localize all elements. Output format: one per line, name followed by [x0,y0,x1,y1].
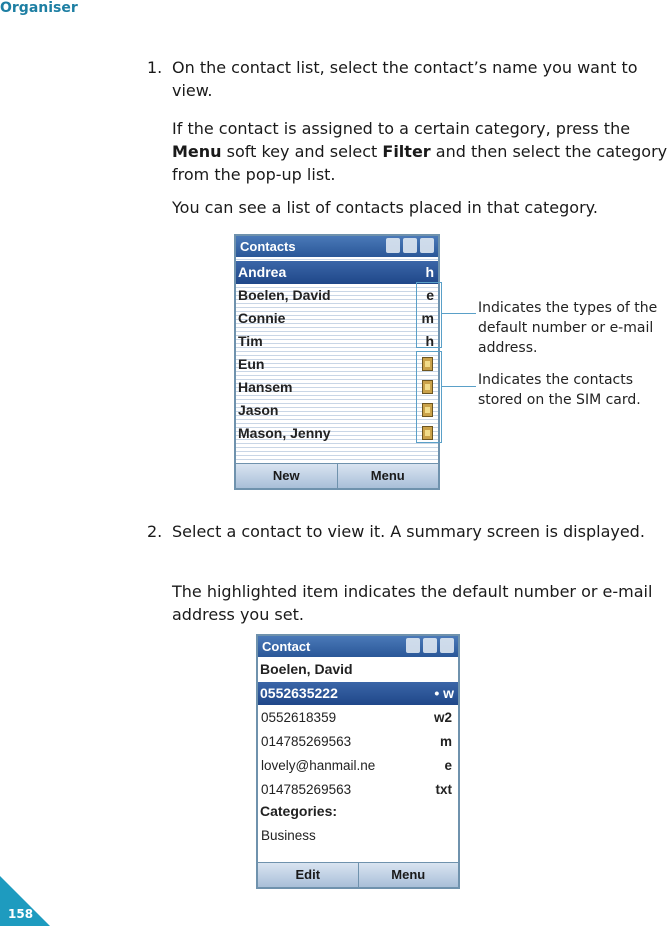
status-icons [406,638,454,653]
contact-row[interactable]: Hansem [236,376,438,399]
contact-title-bar: Contact [258,636,458,657]
menu-soft-key[interactable]: Menu [370,468,405,483]
default-number-row[interactable]: 0552635222 • w [258,682,458,705]
filter-instructions: If the contact is assigned to a certain category, press the Menu soft key and select Filter and then select the category from the pop-up list. [172,119,668,184]
number-type-indicator: • w [434,685,454,701]
contact-row[interactable]: Connie m [236,307,438,330]
antenna-icon [440,638,454,653]
status-icons [386,238,434,253]
category-list-note: You can see a list of contacts placed in that category. [172,198,598,217]
section-title: Organiser [0,0,78,16]
contacts-screen [234,234,440,490]
number-row[interactable]: 014785269563 txt [258,778,458,801]
edit-soft-key[interactable]: Edit [258,863,359,887]
sim-leader-line [442,386,476,387]
contact-row[interactable]: Eun [236,353,438,376]
number-type-indicator: e [426,287,434,303]
step-number: 1. [147,58,163,77]
signal-icon [406,638,420,653]
signal-icon [386,238,400,253]
step-2 [147,520,667,543]
soft-keys [258,862,458,887]
step-text: Select a contact to view it. A summary screen is displayed. [172,522,645,541]
number-type-indicator: h [425,333,434,349]
number-type-indicator: m [421,310,434,326]
number-type-indicator: w2 [433,710,452,725]
menu-keyword: Menu [172,142,222,161]
contact-name: Boelen, David [260,661,353,677]
page-number: 158 [8,907,34,921]
antenna-icon [420,238,434,253]
contact-row[interactable]: Andrea h [236,261,438,284]
soft-keys [236,463,438,488]
step-number: 2. [147,522,163,541]
number-type-indicator: h [425,264,434,280]
number-type-indicator: e [444,758,452,773]
category-value: Business [261,828,316,843]
menu-soft-key[interactable]: Menu [391,867,426,882]
contact-row[interactable]: Jason [236,399,438,422]
sync-icon [403,238,417,253]
sim-bracket [416,351,442,443]
types-leader-line [442,313,476,314]
step-text: On the contact list, select the contact’s name you want to view. [172,58,638,100]
contacts-title-bar: Contacts [236,236,438,257]
contact-row[interactable]: Tim h [236,330,438,353]
contact-summary-screen [256,634,460,889]
number-row[interactable]: 0552618359 w2 [258,706,458,729]
sim-callout: Indicates the contacts stored on the SIM card. [478,372,641,408]
number-row[interactable]: 014785269563 m [258,730,458,753]
new-soft-key[interactable]: New [236,464,338,488]
types-callout: Indicates the types of the default number or e-mail address. [478,300,658,356]
contact-row[interactable]: Mason, Jenny [236,422,438,445]
filter-keyword: Filter [382,142,431,161]
number-type-indicator: m [439,734,452,749]
sync-icon [423,638,437,653]
highlight-note: The highlighted item indicates the default number or e-mail address you set. [172,582,653,624]
email-row[interactable]: lovely@hanmail.ne e [258,754,458,777]
types-bracket [416,282,442,348]
categories-label: Categories: [260,803,338,819]
number-type-indicator: txt [435,782,452,797]
step-1 [147,56,667,102]
contact-row[interactable]: Boelen, David e [236,284,438,307]
